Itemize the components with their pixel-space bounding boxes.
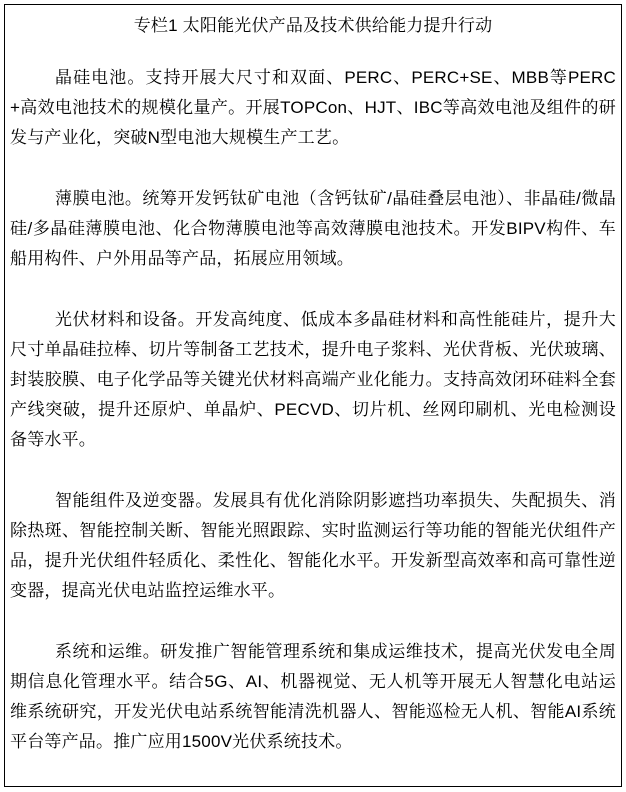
body-paragraph: 晶硅电池。支持开展大尺寸和双面、PERC、PERC+SE、MBB等PERC+高效电池技术的规模化量产。开展TOPCon、HJT、IBC等高效电池及组件的研发与产业化，突破N型电池大规模生产工艺。 <box>10 68 616 147</box>
box-body <box>10 63 616 757</box>
box-title: 专栏1 太阳能光伏产品及技术供给能力提升行动 <box>133 16 493 35</box>
callout-box <box>4 4 622 787</box>
body-paragraph: 薄膜电池。统筹开发钙钛矿电池（含钙钛矿/晶硅叠层电池）、非晶硅/微晶硅/多晶硅薄膜电池、化合物薄膜电池等高效薄膜电池技术。开发BIPV构件、车船用构件、户外用品等产品，拓展应用领域。 <box>10 189 616 268</box>
body-paragraph: 系统和运维。研发推广智能管理系统和集成运维技术，提高光伏发电全周期信息化管理水平。结合5G、AI、机器视觉、无人机等开展无人智慧化电站运维系统研究，开发光伏电站系统智能清洗机器人、智能巡检无人机、智能AI系统平台等产品。推广应用1500V光伏系统技术。 <box>10 642 616 751</box>
body-paragraph: 智能组件及逆变器。发展具有优化消除阴影遮挡功率损失、失配损失、消除热斑、智能控制关断、智能光照跟踪、实时监测运行等功能的智能光伏组件产品，提升光伏组件轻质化、柔性化、智能化水平。开发新型高效率和高可靠性逆变器，提高光伏电站监控运维水平。 <box>10 491 616 600</box>
body-paragraph: 光伏材料和设备。开发高纯度、低成本多晶硅材料和高性能硅片，提升大尺寸单晶硅拉棒、切片等制备工艺技术，提升电子浆料、光伏背板、光伏玻璃、封装胶膜、电子化学品等关键光伏材料高端产业化能力。支持高效闭环硅料全套产线突破，提升还原炉、单晶炉、PECVD、切片机、丝网印刷机、光电检测设备等水平。 <box>10 310 616 449</box>
